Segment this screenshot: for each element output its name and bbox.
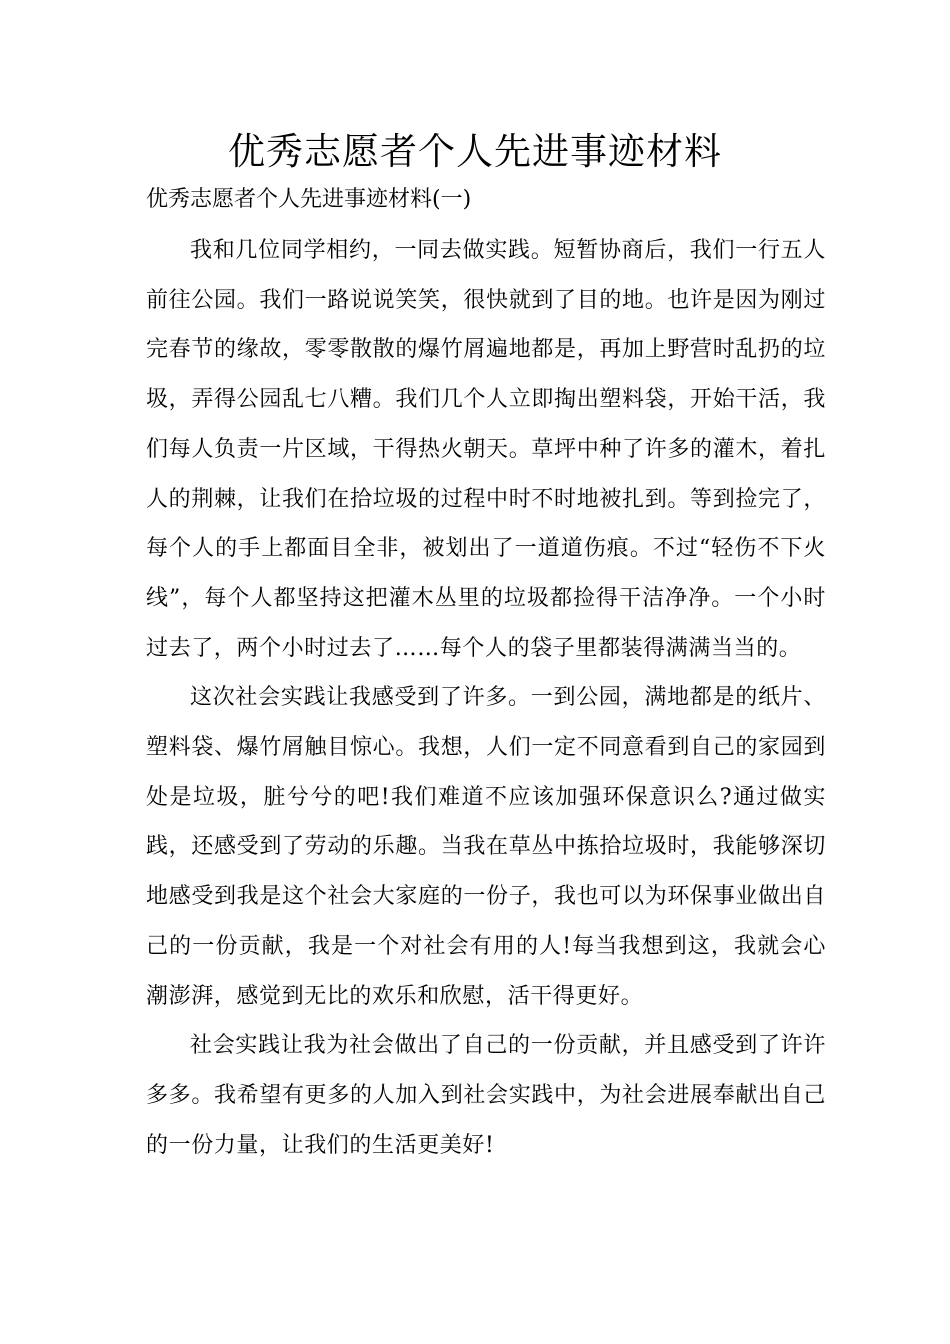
body-paragraph-3: 社会实践让我为社会做出了自己的一份贡献，并且感受到了许许多多。我希望有更多的人加入到社会实践中，为社会进展奉献出自己的一份力量，让我们的生活更美好! xyxy=(146,1033,826,1158)
body-paragraph-2: 这次社会实践让我感受到了许多。一到公园，满地都是的纸片、塑料袋、爆竹屑触目惊心。我想，人们一定不同意看到自己的家园到处是垃圾，脏兮兮的吧!我们难道不应该加强环保意识么?通过做实践，还感受到了劳动的乐趣。当我在草丛中拣拾垃圾时，我能够深切地感受到我是这个社会大家庭的一份子，我也可以为环保事业做出自己的一份贡献，我是一个对社会有用的人!每当我想到这，我就会心潮澎湃，感觉到无比的欢乐和欣慰，活干得更好。 xyxy=(146,685,826,1009)
document-body xyxy=(146,226,826,1170)
document-subtitle: 优秀志愿者个人先进事迹材料(一) xyxy=(146,187,472,212)
body-paragraph-1: 我和几位同学相约，一同去做实践。短暂协商后，我们一行五人前往公园。我们一路说说笑笑，很快就到了目的地。也许是因为刚过完春节的缘故，零零散散的爆竹屑遍地都是，再加上野营时乱扔的垃圾，弄得公园乱七八糟。我们几个人立即掏出塑料袋，开始干活，我们每人负责一片区域，干得热火朝天。草坪中种了许多的灌木，着扎人的荆棘，让我们在拾垃圾的过程中时不时地被扎到。等到捡完了，每个人的手上都面目全非，被划出了一道道伤痕。不过“轻伤不下火线”，每个人都坚持这把灌木丛里的垃圾都捡得干洁净净。一个小时过去了，两个小时过去了……每个人的袋子里都装得满满当当的。 xyxy=(146,238,826,661)
document-title: 优秀志愿者个人先进事迹材料 xyxy=(228,130,722,173)
